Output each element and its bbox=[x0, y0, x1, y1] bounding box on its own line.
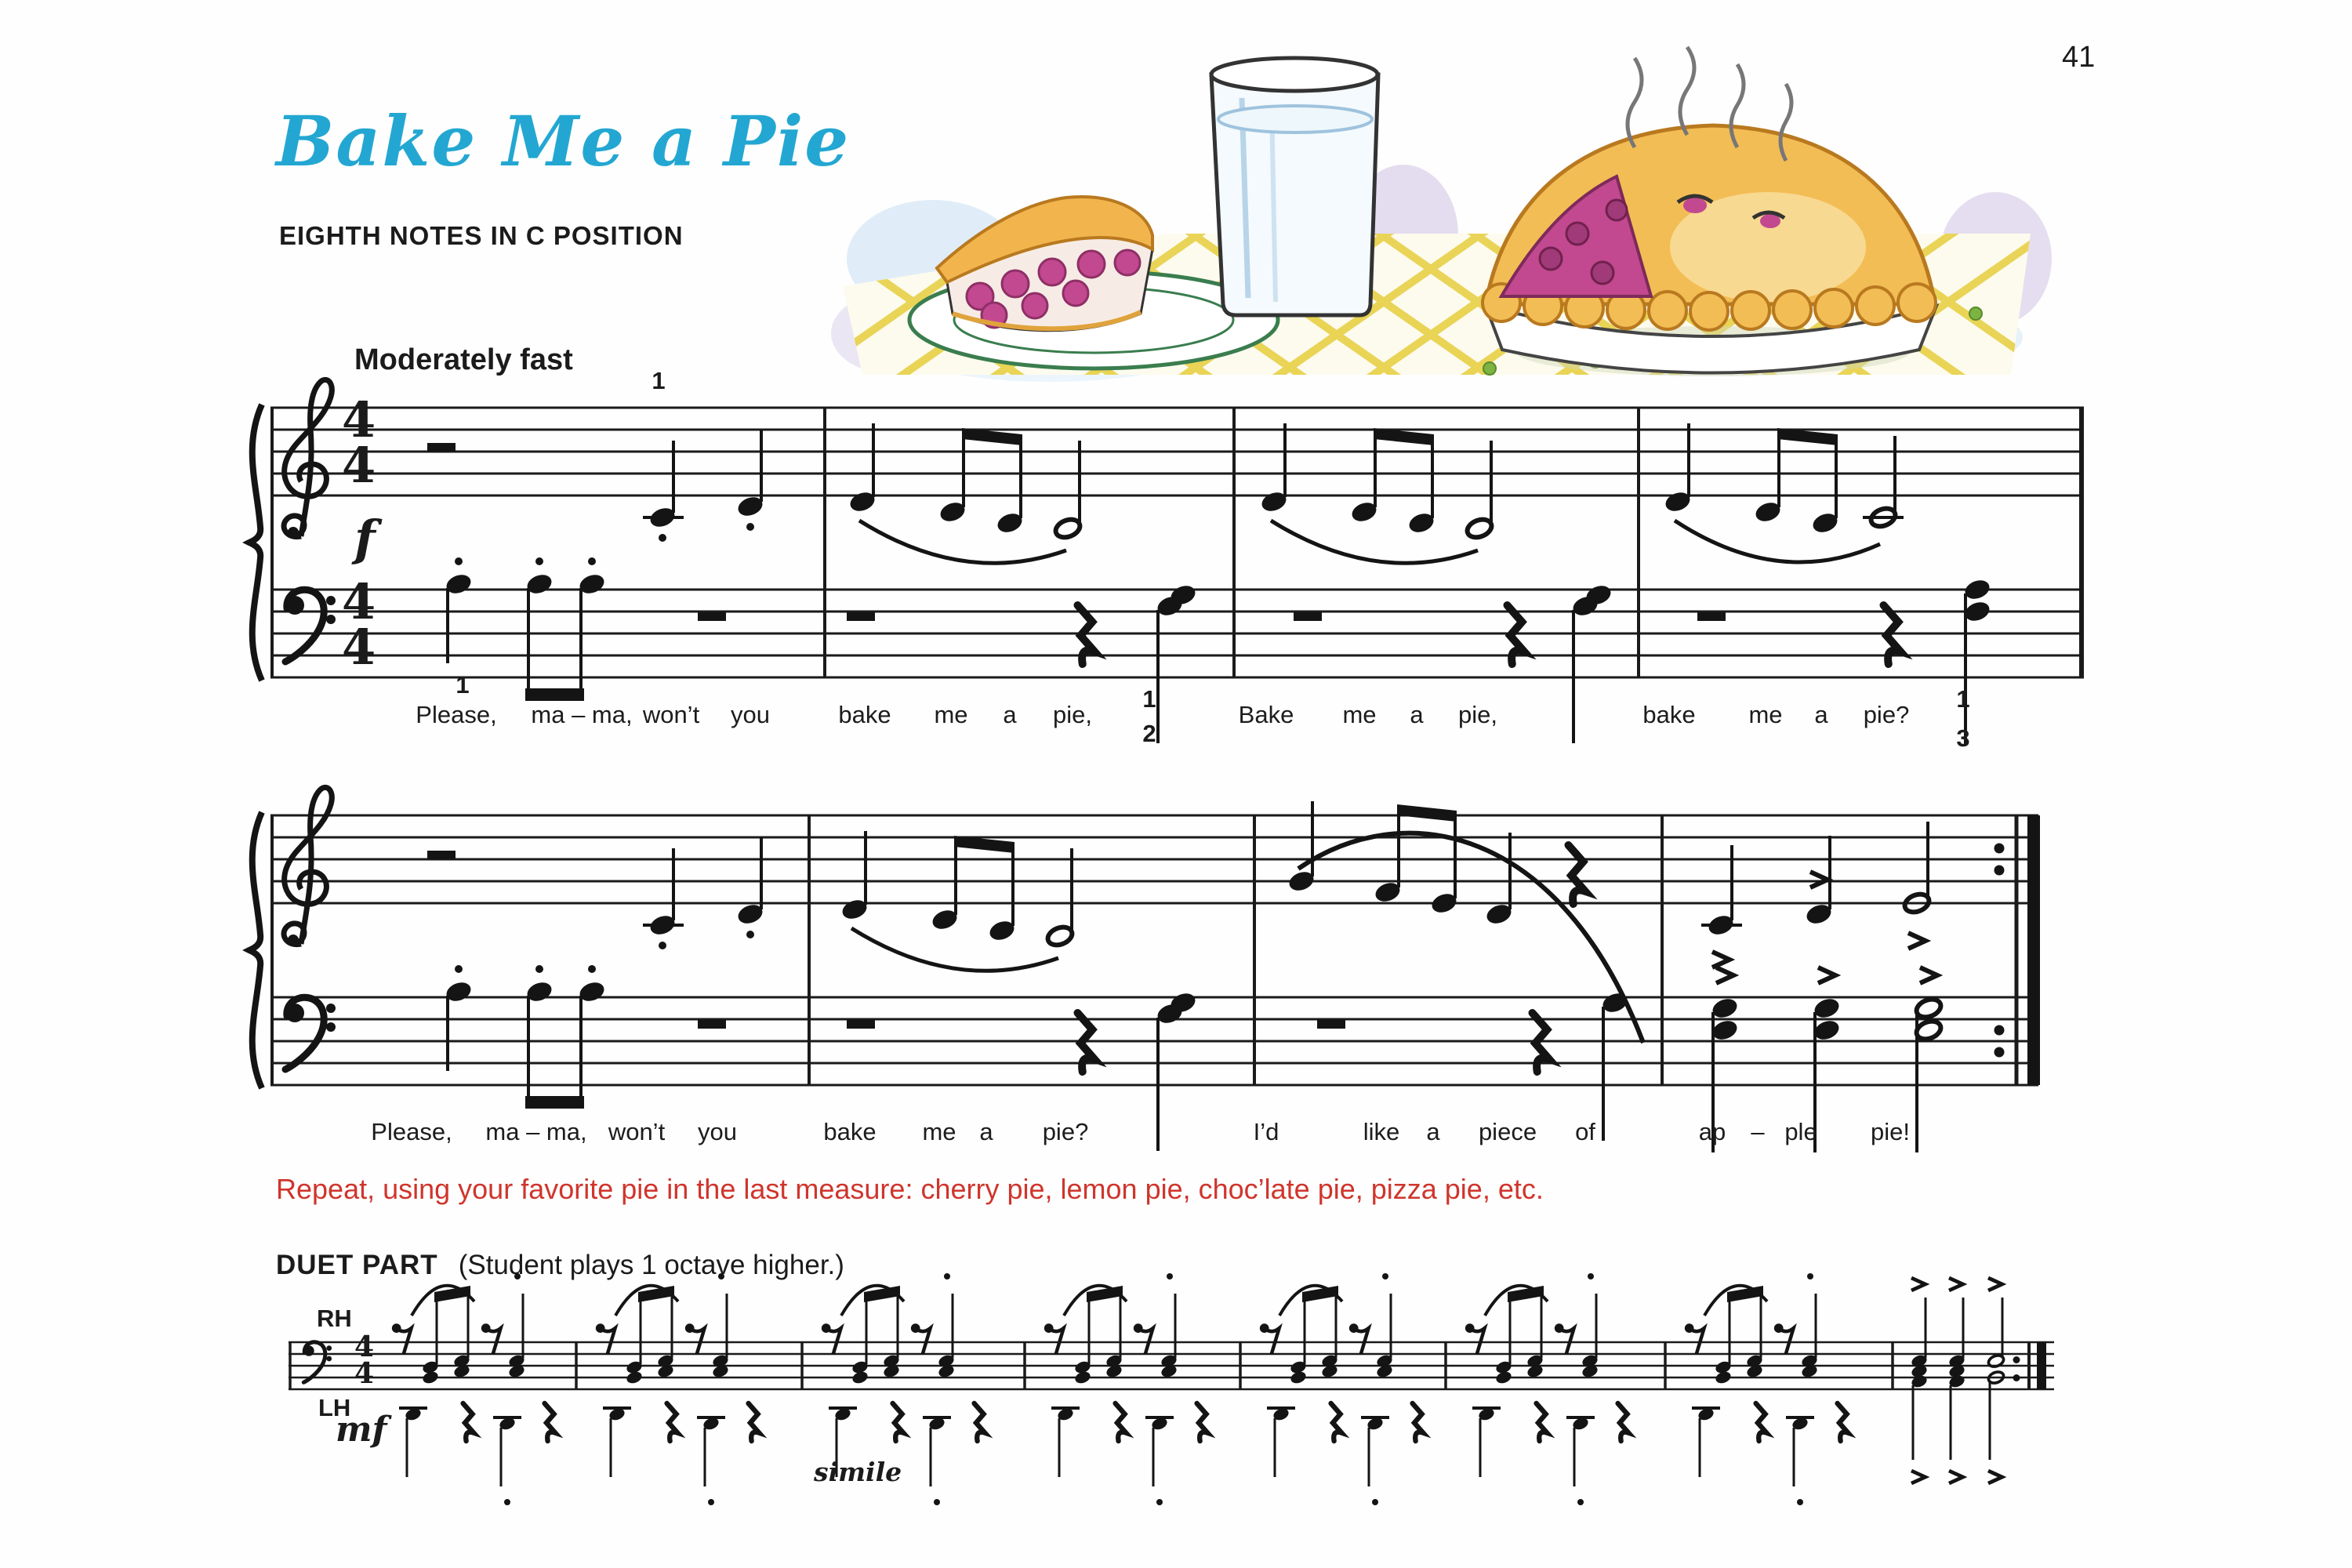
system1-brace bbox=[249, 405, 262, 681]
lyric-syllable: – bbox=[1751, 1118, 1765, 1145]
milk-glass bbox=[1211, 58, 1378, 315]
lyric-syllable: ap bbox=[1698, 1118, 1726, 1145]
system2 bbox=[249, 787, 2040, 1152]
lyric-syllable: a bbox=[979, 1118, 993, 1145]
lyric-syllable: pie, bbox=[1053, 701, 1092, 728]
lyric-syllable: pie! bbox=[1871, 1118, 1910, 1145]
page-title: Bake Me a Pie bbox=[276, 100, 851, 182]
lyric-syllable: Please, bbox=[371, 1118, 452, 1145]
lyric-syllable: pie, bbox=[1458, 701, 1497, 728]
lyric-syllable: bake bbox=[838, 701, 891, 728]
system1 bbox=[249, 379, 2084, 745]
subtitle: EIGHTH NOTES IN C POSITION bbox=[279, 221, 684, 250]
dynamic-forte: f bbox=[354, 510, 376, 567]
lyric-syllable: of bbox=[1575, 1118, 1595, 1145]
tempo-marking: Moderately fast bbox=[354, 343, 573, 376]
lyric-syllable: a bbox=[1003, 701, 1017, 728]
time-signature-bottom: 4 bbox=[342, 619, 376, 676]
duet-time-signature-top: 4 bbox=[354, 1330, 375, 1363]
system1-staff-lines bbox=[270, 408, 2084, 677]
lyric-syllable: ma – ma, bbox=[531, 701, 633, 728]
system2-brace bbox=[249, 812, 262, 1088]
duet-staff bbox=[289, 1273, 2054, 1505]
time-signature-bottom: 4 bbox=[342, 437, 376, 494]
left-hand-label: LH bbox=[318, 1394, 351, 1421]
lyric-syllable: won’t bbox=[642, 701, 700, 728]
duet-final-measure bbox=[1910, 1278, 2005, 1483]
page-number: 41 bbox=[2062, 41, 2096, 74]
lyric-syllable: Please, bbox=[416, 701, 497, 728]
fingering-number: 2 bbox=[1142, 720, 1156, 747]
lyric-syllable: won’t bbox=[608, 1118, 666, 1145]
fingering-number: 1 bbox=[456, 671, 470, 699]
duet-time-signature-bottom: 4 bbox=[354, 1357, 375, 1390]
lyric-syllable: bake bbox=[823, 1118, 877, 1145]
lyric-syllable: I’d bbox=[1253, 1118, 1279, 1145]
time-signature-top: 4 bbox=[342, 573, 376, 630]
lyric-syllable: like bbox=[1363, 1118, 1400, 1145]
fingering-number: 1 bbox=[1142, 685, 1156, 713]
lyric-syllable: you bbox=[731, 701, 770, 728]
lyric-syllable: a bbox=[1814, 701, 1828, 728]
duet-part-heading bbox=[276, 1250, 844, 1281]
lyric-syllable: pie? bbox=[1863, 701, 1910, 728]
system2-barlines bbox=[272, 815, 2016, 1085]
lyric-syllable: pie? bbox=[1042, 1118, 1089, 1145]
fingering-number: 1 bbox=[1956, 685, 1970, 713]
s1-treble-notes bbox=[427, 423, 1904, 563]
fingering-number: 1 bbox=[652, 367, 666, 394]
lyric-syllable: ple bbox=[1784, 1118, 1817, 1145]
lyric-syllable: me bbox=[1748, 701, 1783, 728]
pie-illustration bbox=[784, 47, 2078, 392]
lyric-syllable: a bbox=[1410, 701, 1424, 728]
lyric-syllable: a bbox=[1426, 1118, 1440, 1145]
system1-barlines bbox=[272, 408, 2082, 677]
lyric-syllable: piece bbox=[1478, 1118, 1537, 1145]
right-hand-label: RH bbox=[317, 1305, 352, 1332]
whole-pie bbox=[1483, 125, 1936, 376]
lyric-syllable: Bake bbox=[1238, 701, 1294, 728]
duet-part-label: DUET PART bbox=[276, 1250, 438, 1280]
duet-final-barline bbox=[2037, 1342, 2046, 1389]
system2-staff-lines bbox=[270, 815, 2038, 1085]
lyric-syllable: ma – ma, bbox=[485, 1118, 587, 1145]
lyric-syllable: me bbox=[1342, 701, 1377, 728]
time-signature-top: 4 bbox=[342, 391, 376, 448]
lyric-syllable: me bbox=[922, 1118, 956, 1145]
fingering-number: 3 bbox=[1956, 724, 1970, 752]
lyric-syllable: bake bbox=[1642, 701, 1696, 728]
duet-part-subheading: (Student plays 1 octave higher.) bbox=[458, 1250, 844, 1280]
lyric-syllable: me bbox=[934, 701, 968, 728]
lyric-syllable: you bbox=[698, 1118, 737, 1145]
simile-marking: simile bbox=[814, 1457, 902, 1487]
system2-repeat-dots bbox=[1994, 844, 2005, 1058]
dynamic-mezzo-forte: mf bbox=[336, 1410, 387, 1450]
repeat-instruction: Repeat, using your favorite pie in the last measure: cherry pie, lemon pie, choc’late pie, pizza pie, etc. bbox=[276, 1173, 1544, 1205]
system2-final-barline bbox=[2027, 815, 2040, 1085]
